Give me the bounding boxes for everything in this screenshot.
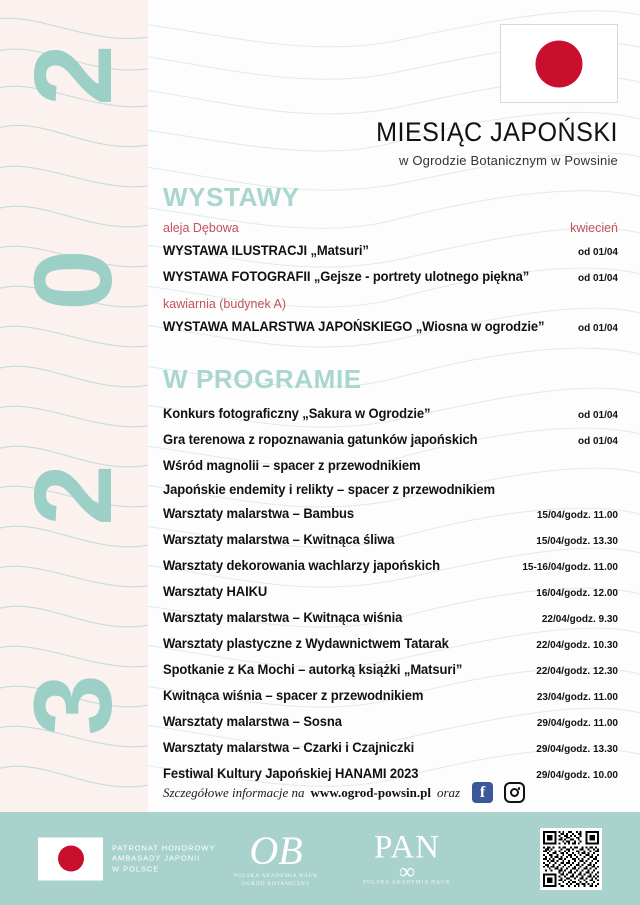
pan-caption: POLSKA AKADEMIA NAUK [363, 879, 451, 885]
programme-title: Warsztaty plastyczne z Wydawnictwem Tatarak [163, 636, 449, 651]
section-heading-programme: W PROGRAMIE [163, 364, 362, 394]
japan-flag-icon [500, 24, 618, 103]
programme-date: 23/04/godz. 11.00 [536, 692, 618, 703]
botanic-garden-monogram: OB [249, 827, 303, 873]
info-line [163, 782, 525, 803]
programme-row [163, 606, 618, 631]
programme-list [163, 402, 618, 787]
pan-monogram: PAN [374, 829, 440, 865]
programme-row [163, 580, 618, 605]
patronage-text [112, 843, 215, 875]
exhibition-title: WYSTAWA FOTOGRAFII „Gejsze - portrety ulotnego piękna” [163, 269, 530, 284]
exhibition-date: od 01/04 [577, 247, 618, 258]
programme-row [163, 736, 618, 761]
programme-row [163, 632, 618, 657]
qr-code-icon[interactable] [540, 828, 602, 890]
poster-footer [0, 812, 640, 905]
programme-date: 22/04/godz. 12.30 [536, 666, 618, 677]
section-heading-exhibitions: WYSTAWY [163, 182, 300, 212]
exhibition-row [163, 315, 618, 340]
programme-title: Gra terenowa z ropoznawania gatunków japońskich [163, 432, 478, 447]
programme-title: Wśród magnolii – spacer z przewodnikiem [163, 458, 421, 473]
programme-row [163, 658, 618, 683]
year-digit: 2 [12, 44, 135, 106]
page-title: MIESIĄC JAPOŃSKI [376, 117, 618, 147]
japan-flag-icon [38, 837, 103, 880]
programme-row [163, 402, 618, 427]
info-prefix: Szczegółowe informacje na [163, 784, 305, 800]
botanic-garden-logo [228, 827, 324, 888]
exhibition-date: od 01/04 [577, 273, 618, 284]
venue-label: kawiarnia (budynek A) [163, 297, 286, 311]
programme-title: Konkurs fotograficzny „Sakura w Ogrodzie” [163, 406, 431, 421]
programme-title: Warsztaty HAIKU [163, 584, 268, 599]
programme-date: 22/04/godz. 9.30 [541, 614, 618, 625]
venue-label: aleja Dębowa [163, 221, 239, 235]
programme-title: Festiwal Kultury Japońskiej HANAMI 2023 [163, 766, 419, 781]
footer-logos [0, 812, 640, 905]
instagram-dot [518, 787, 521, 790]
programme-date: 29/04/godz. 13.30 [536, 744, 618, 755]
website-link[interactable]: www.ogrod-powsin.pl [310, 784, 431, 800]
exhibition-date: od 01/04 [577, 323, 618, 334]
year-digits [0, 0, 148, 812]
programme-date: 15/04/godz. 13.30 [536, 536, 618, 547]
instagram-icon[interactable] [504, 782, 525, 803]
programme-title: Spotkanie z Ka Mochi – autorką książki „Matsuri” [163, 662, 463, 677]
month-label: kwiecień [570, 221, 618, 235]
venue-label-row [163, 296, 618, 312]
exhibition-row [163, 265, 618, 290]
facebook-glyph: f [479, 783, 486, 801]
venue-label-row [163, 220, 618, 236]
programme-date: od 01/04 [577, 410, 618, 421]
left-year-band [0, 0, 148, 812]
patronage-line: PATRONAT HONOROWY [112, 842, 216, 852]
programme-row [163, 454, 618, 477]
programme-title: Warsztaty malarstwa – Kwitnąca śliwa [163, 532, 395, 547]
botanic-garden-caption-line: OGRÓD BOTANICZNY [241, 880, 311, 887]
programme-title: Japońskie endemity i relikty – spacer z przewodnikiem [163, 482, 495, 497]
year-digit: 3 [12, 674, 135, 736]
programme-title: Kwitnąca wiśnia – spacer z przewodnikiem [163, 688, 424, 703]
botanic-garden-caption-line: POLSKA AKADEMIA NAUK [233, 872, 319, 879]
exhibition-title: WYSTAWA MALARSTWA JAPOŃSKIEGO „Wiosna w ogrodzie” [163, 319, 545, 334]
page-subtitle: w Ogrodzie Botanicznym w Powsinie [398, 153, 618, 168]
programme-date: 15-16/04/godz. 11.00 [522, 562, 618, 573]
programme-row [163, 428, 618, 453]
programme-title: Warsztaty malarstwa – Sosna [163, 714, 342, 729]
exhibition-title: WYSTAWA ILUSTRACJI „Matsuri” [163, 243, 369, 258]
rising-sun-disc [536, 40, 583, 87]
poster-content [163, 182, 618, 788]
programme-title: Warsztaty malarstwa – Czarki i Czajniczki [163, 740, 415, 755]
programme-date: od 01/04 [577, 436, 618, 447]
pan-logo [352, 830, 462, 887]
info-suffix: oraz [436, 784, 461, 800]
exhibition-row [163, 239, 618, 264]
programme-row [163, 478, 618, 501]
programme-date: 22/04/godz. 10.30 [536, 640, 618, 651]
programme-row [163, 528, 618, 553]
pan-swash-icon: ∞ [399, 858, 415, 883]
programme-title: Warsztaty malarstwa – Bambus [163, 506, 354, 521]
facebook-icon[interactable] [472, 782, 493, 803]
programme-row [163, 684, 618, 709]
programme-date: 16/04/godz. 12.00 [536, 588, 618, 599]
programme-row [163, 554, 618, 579]
programme-date: 15/04/godz. 11.00 [536, 510, 618, 521]
programme-title: Warsztaty dekorowania wachlarzy japońskich [163, 558, 440, 573]
programme-row [163, 710, 618, 735]
programme-date: 29/04/godz. 11.00 [536, 718, 618, 729]
year-digit: 2 [12, 464, 135, 526]
poster-header [198, 24, 618, 168]
year-digit: 0 [12, 249, 135, 311]
patronage-line: W POLSCE [112, 863, 160, 873]
patronage-line: AMBASADY JAPONII [112, 853, 201, 863]
programme-date: 29/04/godz. 10.00 [536, 770, 618, 781]
rising-sun-disc [58, 846, 84, 872]
programme-title: Warsztaty malarstwa – Kwitnąca wiśnia [163, 610, 403, 625]
programme-row [163, 502, 618, 527]
